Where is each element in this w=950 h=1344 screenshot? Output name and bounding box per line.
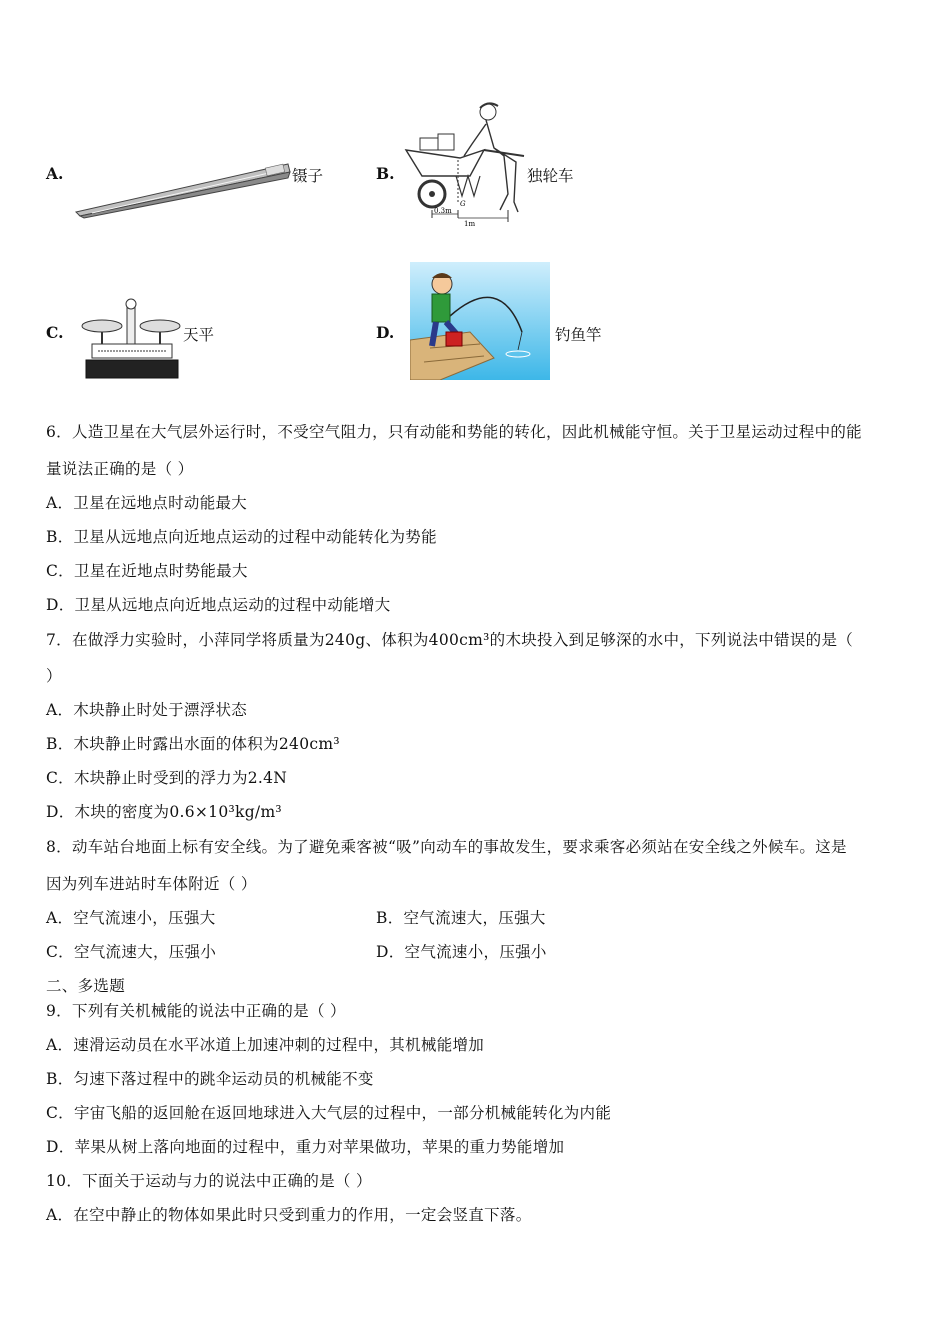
q8-option-c: C．空气流速大，压强小	[46, 943, 217, 961]
q7-stem-line2: ）	[46, 667, 62, 685]
option-b-caption: 独轮车	[527, 167, 574, 185]
q8-stem-line2: 因为列车进站时车体附近（ ）	[46, 875, 257, 893]
option-d-caption: 钓鱼竿	[555, 326, 602, 344]
q7-option-d: D．木块的密度为0.6×10³kg/m³	[46, 803, 282, 821]
q6-option-b: B．卫星从远地点向近地点运动的过程中动能转化为势能	[46, 528, 437, 546]
dimension-label-1: 0.3m	[434, 207, 452, 215]
wheelbarrow-figure	[400, 98, 528, 228]
q6-stem-line1: 6．人造卫星在大气层外运行时，不受空气阻力，只有动能和势能的转化，因此机械能守恒。关于卫星运动过程中的能	[46, 423, 862, 441]
q9-option-a: A．速滑运动员在水平冰道上加速冲刺的过程中，其机械能增加	[46, 1036, 485, 1054]
fishing-rod-figure	[410, 262, 550, 380]
q9-option-d: D．苹果从树上落向地面的过程中，重力对苹果做功，苹果的重力势能增加	[46, 1138, 565, 1156]
q8-option-b: B．空气流速大，压强大	[376, 909, 546, 927]
q10-stem: 10．下面关于运动与力的说法中正确的是（ ）	[46, 1172, 372, 1190]
q7-stem-line1: 7．在做浮力实验时，小萍同学将质量为240g、体积为400cm³的木块投入到足够深的水中，下列说法中错误的是（	[46, 631, 854, 649]
q7-option-a: A．木块静止时处于漂浮状态	[46, 701, 248, 719]
option-a-label: A.	[46, 164, 64, 183]
q6-stem-line2: 量说法正确的是（ ）	[46, 460, 194, 478]
section-heading: 二、多选题	[46, 977, 126, 995]
q8-option-a: A．空气流速小，压强大	[46, 909, 216, 927]
q6-option-a: A．卫星在远地点时动能最大	[46, 494, 248, 512]
tweezers-figure	[72, 158, 292, 220]
force-label: G	[460, 200, 466, 208]
q9-stem: 9．下列有关机械能的说法中正确的是（ ）	[46, 1002, 346, 1020]
dimension-label-2: 1m	[464, 220, 476, 228]
q10-option-a: A．在空中静止的物体如果此时只受到重力的作用，一定会竖直下落。	[46, 1206, 532, 1224]
q7-option-b: B．木块静止时露出水面的体积为240cm³	[46, 735, 340, 753]
q6-option-d: D．卫星从远地点向近地点运动的过程中动能增大	[46, 596, 391, 614]
option-d-label: D.	[376, 323, 395, 342]
option-c-label: C.	[46, 323, 64, 342]
q8-stem-line1: 8．动车站台地面上标有安全线。为了避免乘客被“吸”向动车的事故发生，要求乘客必须站在安全线之外候车。这是	[46, 838, 847, 856]
q7-option-c: C．木块静止时受到的浮力为2.4N	[46, 769, 288, 787]
option-a-caption: 镊子	[292, 167, 324, 185]
q6-option-c: C．卫星在近地点时势能最大	[46, 562, 248, 580]
option-c-caption: 天平	[183, 326, 215, 344]
q9-option-c: C．宇宙飞船的返回舱在返回地球进入大气层的过程中，一部分机械能转化为内能	[46, 1104, 612, 1122]
balance-scale-figure	[80, 296, 184, 382]
option-b-label: B.	[376, 164, 395, 183]
q9-option-b: B．匀速下落过程中的跳伞运动员的机械能不变	[46, 1070, 374, 1088]
q8-option-d: D．空气流速小，压强小	[376, 943, 547, 961]
